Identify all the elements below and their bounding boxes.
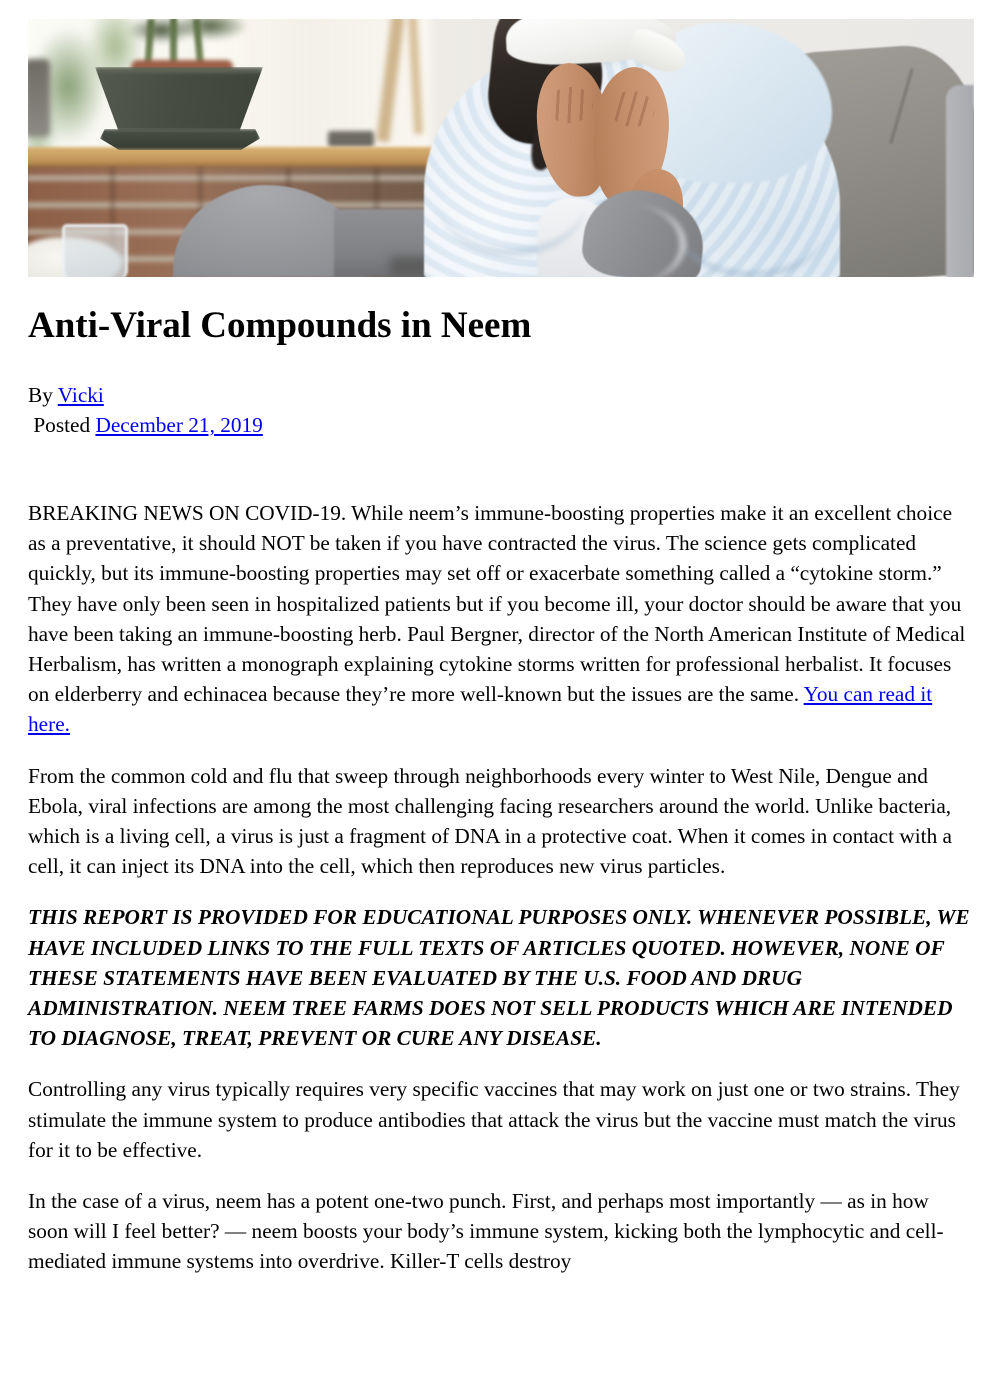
hero-plant-pot bbox=[95, 67, 263, 131]
hero-window-frame-object bbox=[28, 59, 50, 137]
paragraph-viral-infections: From the common cold and flu that sweep through neighborhoods every winter to West Nile, Dengue and Ebola, viral infections are among the most challenging facing researchers around the world. Unlike bacteria, which is a living cell, a virus is just a fragment of DNA in a protective coat. When it comes in contact with a cell, it can inject its DNA into the cell, which then reproduces new virus particles. bbox=[28, 763, 953, 879]
byline bbox=[28, 380, 974, 440]
paragraph-vaccines: Controlling any virus typically requires very specific vaccines that may work on just one or two strains. They stimulate the immune system to produce antibodies that attack the virus but the vaccine must match the virus for it to be effective. bbox=[28, 1077, 960, 1162]
hero-blanket-fold-center bbox=[568, 204, 686, 277]
hero-image bbox=[28, 19, 974, 277]
byline-by-prefix: By bbox=[28, 383, 58, 407]
paragraph-fda-disclaimer: THIS REPORT IS PROVIDED FOR EDUCATIONAL PURPOSES ONLY. WHENEVER POSSIBLE, WE HAVE INCLUDED LINKS TO THE FULL TEXTS OF ARTICLES QUOTED. HOWEVER, NONE OF THESE STATEMENTS HAVE BEEN EVALUATED BY THE U.S. FOOD AND DRUG ADMINISTRATION. NEEM TREE FARMS DOES NOT SELL PRODUCTS WHICH ARE INTENDED TO DIAGNOSE, TREAT, PREVENT OR CURE ANY DISEASE. bbox=[28, 905, 970, 1051]
byline-posted-prefix: Posted bbox=[28, 413, 96, 437]
hero-blanket-fold-left bbox=[436, 137, 588, 256]
paragraph-one-two-punch: In the case of a virus, neem has a potent one-two punch. First, and perhaps most importantly — as in how soon will I feel better? — neem boosts your body’s immune system, kicking both the lymphocytic and cell-mediated immune systems into overdrive. Killer-T cells destroy bbox=[28, 1189, 944, 1274]
paragraph-covid-warning-text: BREAKING NEWS ON COVID-19. While neem’s immune-boosting properties make it an excellent choice as a preventative, it should NOT be taken if you have contracted the virus. The science gets complicated quickly, but its immune-boosting properties may set off or exacerbate something called a “cytokine storm.” They have only been seen in hospitalized patients but if you become ill, your doctor should be aware that you have been taking an immune-boosting herb. Paul Bergner, director of the North American Institute of Medical Herbalism, has written a monograph explaining cytokine storms written for professional herbalist. It focuses on elderberry and echinacea because they’re more well-known but the issues are the same. bbox=[28, 501, 966, 707]
hero-couch-side-cushion bbox=[946, 85, 974, 277]
hero-plant-saucer bbox=[100, 129, 260, 150]
hero-plant-leaves bbox=[114, 19, 248, 49]
page-title: Anti-Viral Compounds in Neem bbox=[28, 305, 532, 346]
hero-counter-object bbox=[328, 131, 374, 147]
hero-water-glass bbox=[62, 224, 128, 277]
author-link[interactable]: Vicki bbox=[57, 383, 104, 407]
hero-blanket-fold-right bbox=[676, 169, 828, 277]
article-body bbox=[28, 498, 974, 1277]
read-it-here-link[interactable]: You can read it here. bbox=[28, 682, 933, 737]
post-date-link[interactable]: December 21, 2019 bbox=[95, 413, 263, 437]
paragraph-covid-warning bbox=[28, 498, 974, 740]
